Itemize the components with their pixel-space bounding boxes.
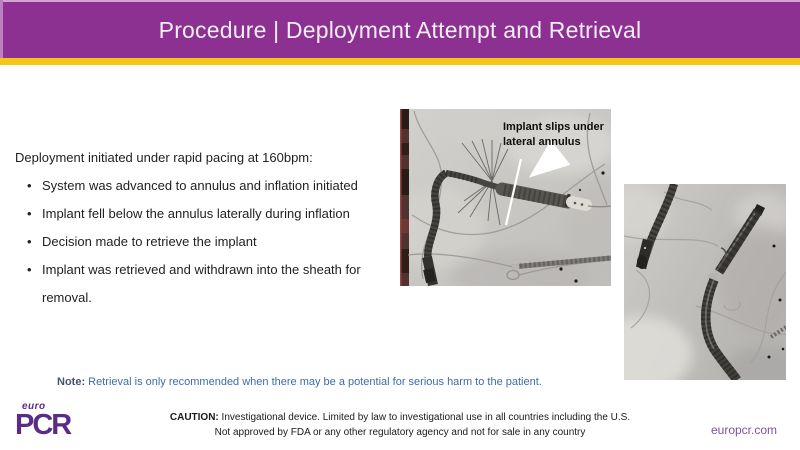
caution-text-1: Investigational device. Limited by law to investigational use in all countries including the U.S. — [218, 412, 631, 423]
fluoroscopy-image-secondary — [624, 184, 786, 380]
bullet-item — [15, 172, 415, 200]
caution-block — [100, 410, 700, 440]
bullet-icon: • — [27, 206, 32, 221]
bullet-item — [15, 228, 415, 256]
figure-annotation — [503, 120, 604, 150]
bullet-icon: • — [27, 234, 32, 249]
content-block — [15, 144, 415, 312]
annotation-line-2: lateral annulus — [503, 136, 581, 148]
bullet-text: Implant was retrieved and withdrawn into the sheath for removal. — [42, 262, 361, 305]
fluoroscopy-graphic — [624, 184, 786, 380]
note-label: Note: — [57, 376, 86, 388]
bullet-icon: • — [27, 178, 32, 193]
caution-label: CAUTION: — [169, 412, 219, 423]
bullet-text: System was advanced to annulus and inflation initiated — [42, 178, 358, 193]
caution-line-1 — [100, 410, 700, 425]
annotation-line-1: Implant slips under — [503, 121, 604, 133]
note — [57, 374, 617, 390]
fluoroscopy-image-primary — [400, 109, 611, 286]
note-text: Retrieval is only recommended when there may be a potential for serious harm to the patient. — [85, 376, 542, 388]
bullet-text: Decision made to retrieve the implant — [42, 234, 257, 249]
caution-line-2: Not approved by FDA or any other regulatory agency and not for sale in any country — [214, 427, 586, 438]
page-title: Procedure | Deployment Attempt and Retrieval — [158, 17, 642, 43]
bullet-icon: • — [27, 262, 32, 277]
bullet-list — [15, 172, 415, 312]
logo-pcr-text: PCR — [15, 409, 71, 441]
bullet-item — [15, 200, 415, 228]
website-text: europcr.com — [710, 423, 777, 437]
content-intro: Deployment initiated under rapid pacing at 160bpm: — [15, 150, 313, 165]
bullet-item — [15, 256, 372, 312]
title-bar — [0, 0, 800, 58]
logo-euro-text: euro — [22, 401, 46, 412]
title-accent-strip — [0, 58, 800, 65]
bullet-text: Implant fell below the annulus laterally during inflation — [42, 206, 350, 221]
europcr-logo — [15, 401, 85, 441]
